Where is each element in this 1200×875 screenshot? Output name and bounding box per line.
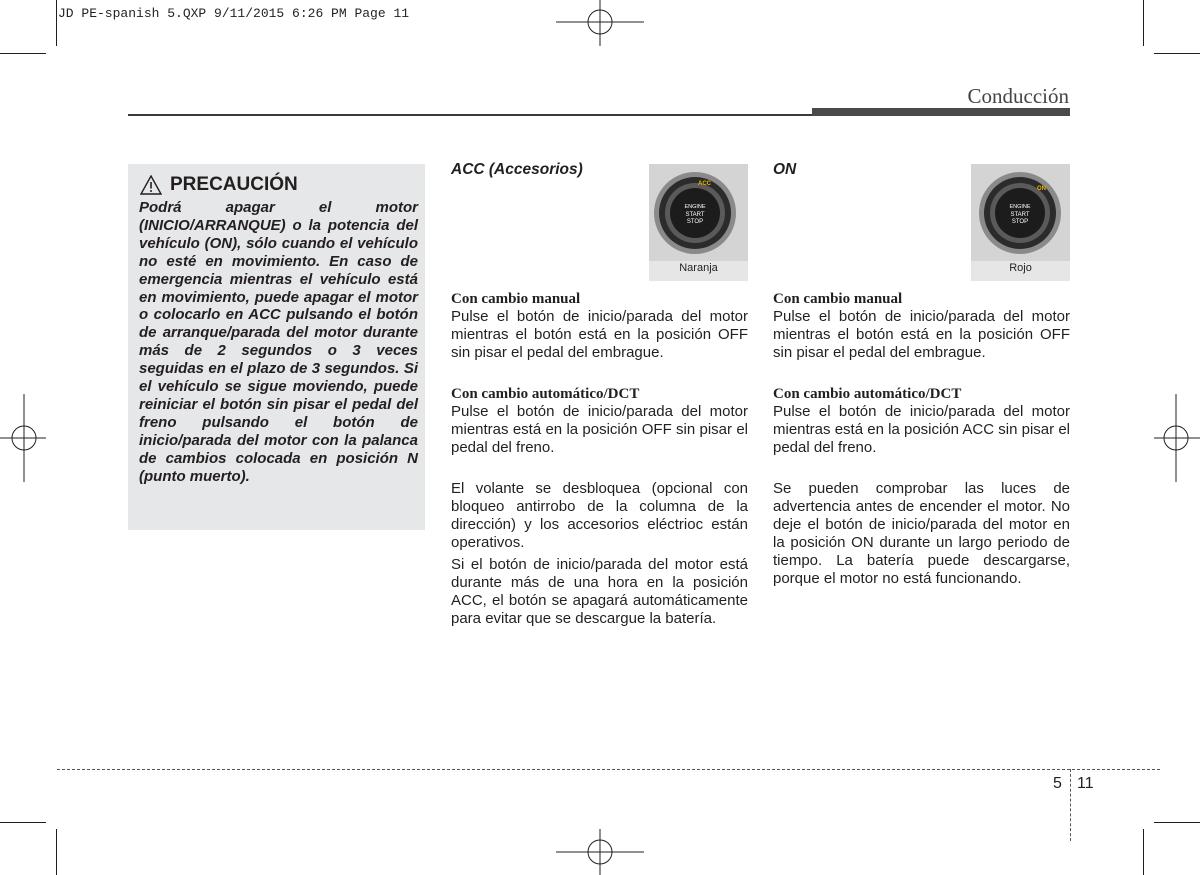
acc-manual-heading: Con cambio manual — [451, 291, 581, 307]
acc-column — [451, 290, 748, 628]
header-rule-bar — [812, 108, 1070, 116]
on-button-photo — [971, 164, 1070, 281]
crop-mark — [0, 53, 46, 54]
footer-dashed-divider — [1070, 769, 1071, 841]
acc-paragraph-1: El volante se desbloquea (opcional con bloqueo antirrobo de la columna de la dirección) y los accesorios eléctrioc están operativos. — [451, 480, 748, 551]
acc-indicator-label: ACC — [698, 181, 711, 187]
start-stop-button-icon — [649, 164, 748, 261]
header-rule — [128, 114, 812, 116]
on-heading: ON — [773, 161, 797, 178]
crop-mark — [56, 0, 57, 46]
on-image-caption: Rojo — [1009, 262, 1032, 274]
section-title: Conducción — [967, 84, 1069, 108]
acc-auto-heading: Con cambio automático/DCT — [451, 386, 640, 402]
crop-mark — [1143, 829, 1144, 875]
footer-dashed-rule — [57, 769, 1160, 770]
on-auto-text: Pulse el botón de inicio/parada del motor mientras está en la posición ACC sin pisar el pedal del freno. — [773, 403, 1070, 456]
on-paragraph-1: Se pueden comprobar las luces de advertencia antes de encender el motor. No deje el botón de inicio/parada del motor en la posición ON durante un largo periodo de tiempo. La batería puede descargarse, porque el motor no está funcionando. — [773, 480, 1070, 587]
start-label: START — [1010, 212, 1030, 218]
crop-mark — [1143, 0, 1144, 46]
acc-paragraph-2: Si el botón de inicio/parada del motor está durante más de una hora en la posición ACC, el botón se apagará automáticamente para evitar que se descargue la batería. — [451, 556, 748, 627]
caution-heading — [140, 174, 298, 196]
on-manual-heading: Con cambio manual — [773, 291, 903, 307]
warning-triangle-icon — [140, 175, 162, 195]
acc-heading: ACC (Accesorios) — [451, 161, 583, 178]
on-column — [773, 290, 1070, 588]
stop-label: STOP — [686, 219, 704, 225]
acc-auto-text: Pulse el botón de inicio/parada del motor mientras está en la posición OFF sin pisar el pedal del freno. — [451, 403, 748, 456]
chapter-number: 5 — [1053, 775, 1062, 792]
crop-mark — [0, 822, 46, 823]
on-auto-heading: Con cambio automático/DCT — [773, 386, 962, 402]
start-stop-button-icon — [971, 164, 1070, 261]
start-label: START — [685, 212, 705, 218]
caution-box — [128, 164, 425, 530]
on-indicator-label: ON — [1037, 186, 1046, 192]
acc-image-caption: Naranja — [679, 262, 718, 274]
acc-manual-text: Pulse el botón de inicio/parada del motor mientras el botón está en la posición OFF sin pisar el pedal del embrague. — [451, 308, 748, 361]
print-slug: JD PE-spanish 5.QXP 9/11/2015 6:26 PM Page 11 — [58, 6, 410, 21]
crop-mark — [1154, 53, 1200, 54]
registration-mark-icon — [556, 829, 644, 875]
caution-title: PRECAUCIÓN — [170, 174, 298, 195]
registration-mark-icon — [0, 394, 46, 482]
registration-mark-icon — [556, 0, 644, 46]
registration-mark-icon — [1154, 394, 1200, 482]
crop-mark — [56, 829, 57, 875]
page-number: 11 — [1077, 775, 1094, 792]
engine-label: ENGINE — [684, 204, 706, 210]
engine-label: ENGINE — [1009, 204, 1031, 210]
on-manual-text: Pulse el botón de inicio/parada del motor mientras el botón está en la posición OFF sin pisar el pedal del embrague. — [773, 308, 1070, 361]
caution-text: Podrá apagar el motor (INICIO/ARRANQUE) o la potencia del vehículo (ON), sólo cuando el vehículo no esté en movimiento. En caso de emergencia mientras el vehículo está en movimiento, puede apagar el motor o colocarlo en ACC pulsando el botón de arranque/parada del motor durante más de 2 segundos o 3 veces seguidas en el plazo de 3 segundos. Si el vehículo se sigue moviendo, puede reiniciar el botón sin pisar el pedal del freno pulsando el botón de inicio/parada del motor con la palanca de cambios colocada en posición N (punto muerto). — [139, 199, 418, 485]
acc-button-photo — [649, 164, 748, 281]
crop-mark — [1154, 822, 1200, 823]
stop-label: STOP — [1011, 219, 1029, 225]
